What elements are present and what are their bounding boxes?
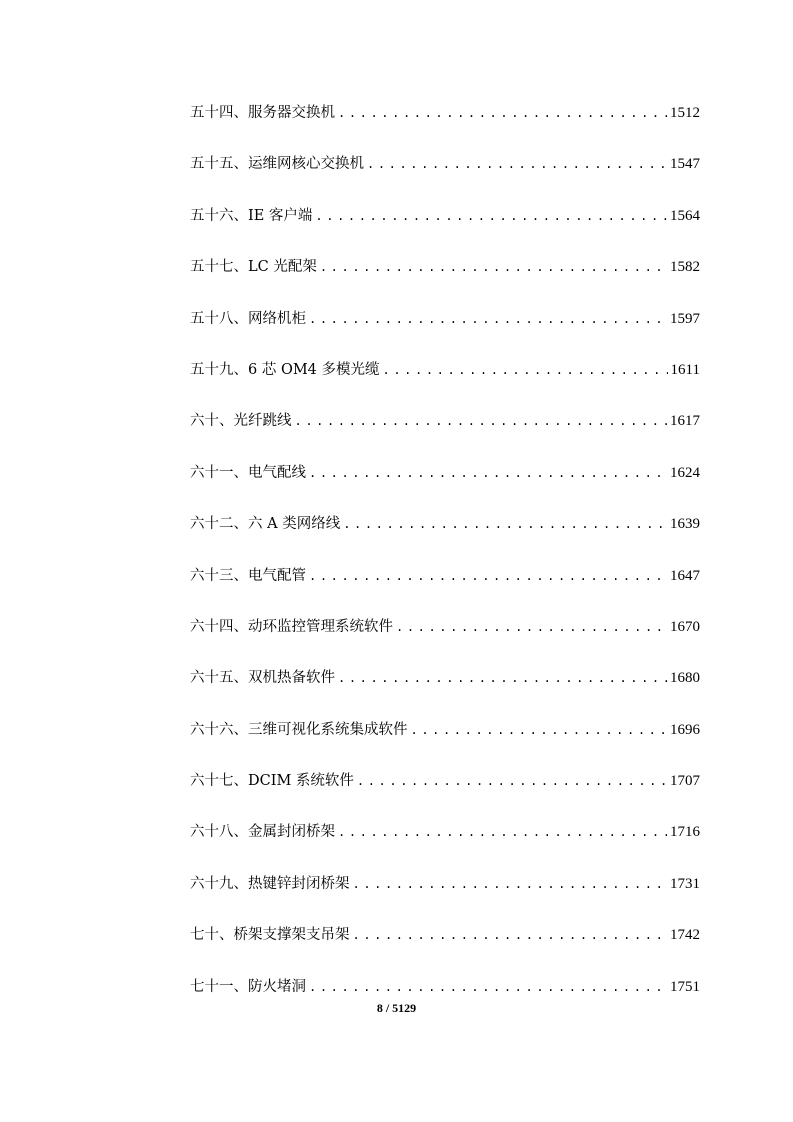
toc-dot-leader <box>309 565 667 587</box>
toc-dot-leader <box>343 513 667 535</box>
toc-entry-title: 六十五、双机热备软件 <box>190 670 335 687</box>
toc-entry[interactable] <box>190 256 700 278</box>
toc-entry-title: 五十九、6 芯 OM4 多模光缆 <box>190 361 380 378</box>
toc-dot-leader <box>353 873 668 895</box>
toc-entry-page: 1696 <box>670 721 700 738</box>
toc-entry-page: 1611 <box>670 361 700 378</box>
toc-entry-page: 1617 <box>670 413 700 430</box>
toc-entry-title: 五十六、IE 客户端 <box>190 207 313 224</box>
toc-entry-title: 六十二、六 A 类网络线 <box>190 516 341 533</box>
page-number-footer: 8 / 5129 <box>376 1001 417 1015</box>
toc-dot-leader <box>396 616 667 638</box>
toc-dot-leader <box>309 462 667 484</box>
toc-entry-title: 七十一、防火堵洞 <box>190 978 306 995</box>
toc-entry[interactable] <box>190 308 700 330</box>
toc-entry-page: 1624 <box>670 464 700 481</box>
toc-entry[interactable] <box>190 205 700 227</box>
toc-entry[interactable] <box>190 153 700 175</box>
toc-entry-page: 1680 <box>670 670 700 687</box>
toc-dot-leader <box>338 102 667 124</box>
toc-entry-title: 六十八、金属封闭桥架 <box>190 824 335 841</box>
toc-entry-title: 五十七、LC 光配架 <box>190 259 317 276</box>
toc-entry[interactable] <box>190 873 700 895</box>
toc-entry-title: 五十八、网络机柜 <box>190 310 306 327</box>
toc-entry-title: 七十、桥架支撑架支吊架 <box>190 927 350 944</box>
toc-entry-page: 1716 <box>670 824 700 841</box>
toc-entry-title: 六十、光纤跳线 <box>190 413 292 430</box>
toc-entry[interactable] <box>190 616 700 638</box>
toc-entry[interactable] <box>190 462 700 484</box>
toc-entry-title: 六十四、动环监控管理系统软件 <box>190 618 393 635</box>
toc-dot-leader <box>338 821 667 843</box>
toc-entry-title: 五十四、服务器交换机 <box>190 105 335 121</box>
toc-dot-leader <box>309 308 667 330</box>
table-of-contents <box>190 102 700 1027</box>
toc-entry-title: 六十七、DCIM 系统软件 <box>190 773 354 790</box>
toc-entry-page: 1742 <box>670 927 700 944</box>
toc-entry[interactable] <box>190 102 700 124</box>
toc-dot-leader <box>357 770 667 792</box>
toc-entry-page: 1670 <box>670 618 700 635</box>
toc-dot-leader <box>309 976 667 998</box>
toc-entry[interactable] <box>190 924 700 946</box>
toc-entry-page: 1512 <box>670 105 700 121</box>
toc-entry[interactable] <box>190 667 700 689</box>
toc-dot-leader <box>411 719 668 741</box>
toc-entry-page: 1731 <box>670 875 700 892</box>
toc-dot-leader <box>383 359 668 381</box>
toc-entry[interactable] <box>190 410 700 432</box>
toc-entry[interactable] <box>190 359 700 381</box>
toc-dot-leader <box>315 205 667 227</box>
toc-dot-leader <box>320 256 667 278</box>
toc-entry-title: 六十三、电气配管 <box>190 567 306 584</box>
toc-entry-page: 1707 <box>670 773 700 790</box>
toc-entry-page: 1547 <box>670 156 700 173</box>
toc-entry[interactable] <box>190 976 700 998</box>
toc-entry-page: 1564 <box>670 207 700 224</box>
toc-entry[interactable] <box>190 565 700 587</box>
toc-entry-title: 六十九、热键锌封闭桥架 <box>190 875 350 892</box>
toc-entry[interactable] <box>190 719 700 741</box>
toc-entry-title: 六十六、三维可视化系统集成软件 <box>190 721 408 738</box>
toc-entry-page: 1597 <box>670 310 700 327</box>
toc-entry-title: 五十五、运维网核心交换机 <box>190 156 364 173</box>
toc-entry-page: 1647 <box>670 567 700 584</box>
toc-entry[interactable] <box>190 821 700 843</box>
toc-entry[interactable] <box>190 513 700 535</box>
toc-dot-leader <box>353 924 668 946</box>
toc-dot-leader <box>295 410 668 432</box>
toc-entry-page: 1582 <box>670 259 700 276</box>
toc-entry-title: 六十一、电气配线 <box>190 464 306 481</box>
toc-entry-page: 1639 <box>670 516 700 533</box>
toc-entry-page: 1751 <box>670 978 700 995</box>
toc-entry[interactable] <box>190 770 700 792</box>
toc-dot-leader <box>367 153 667 175</box>
toc-dot-leader <box>338 667 667 689</box>
